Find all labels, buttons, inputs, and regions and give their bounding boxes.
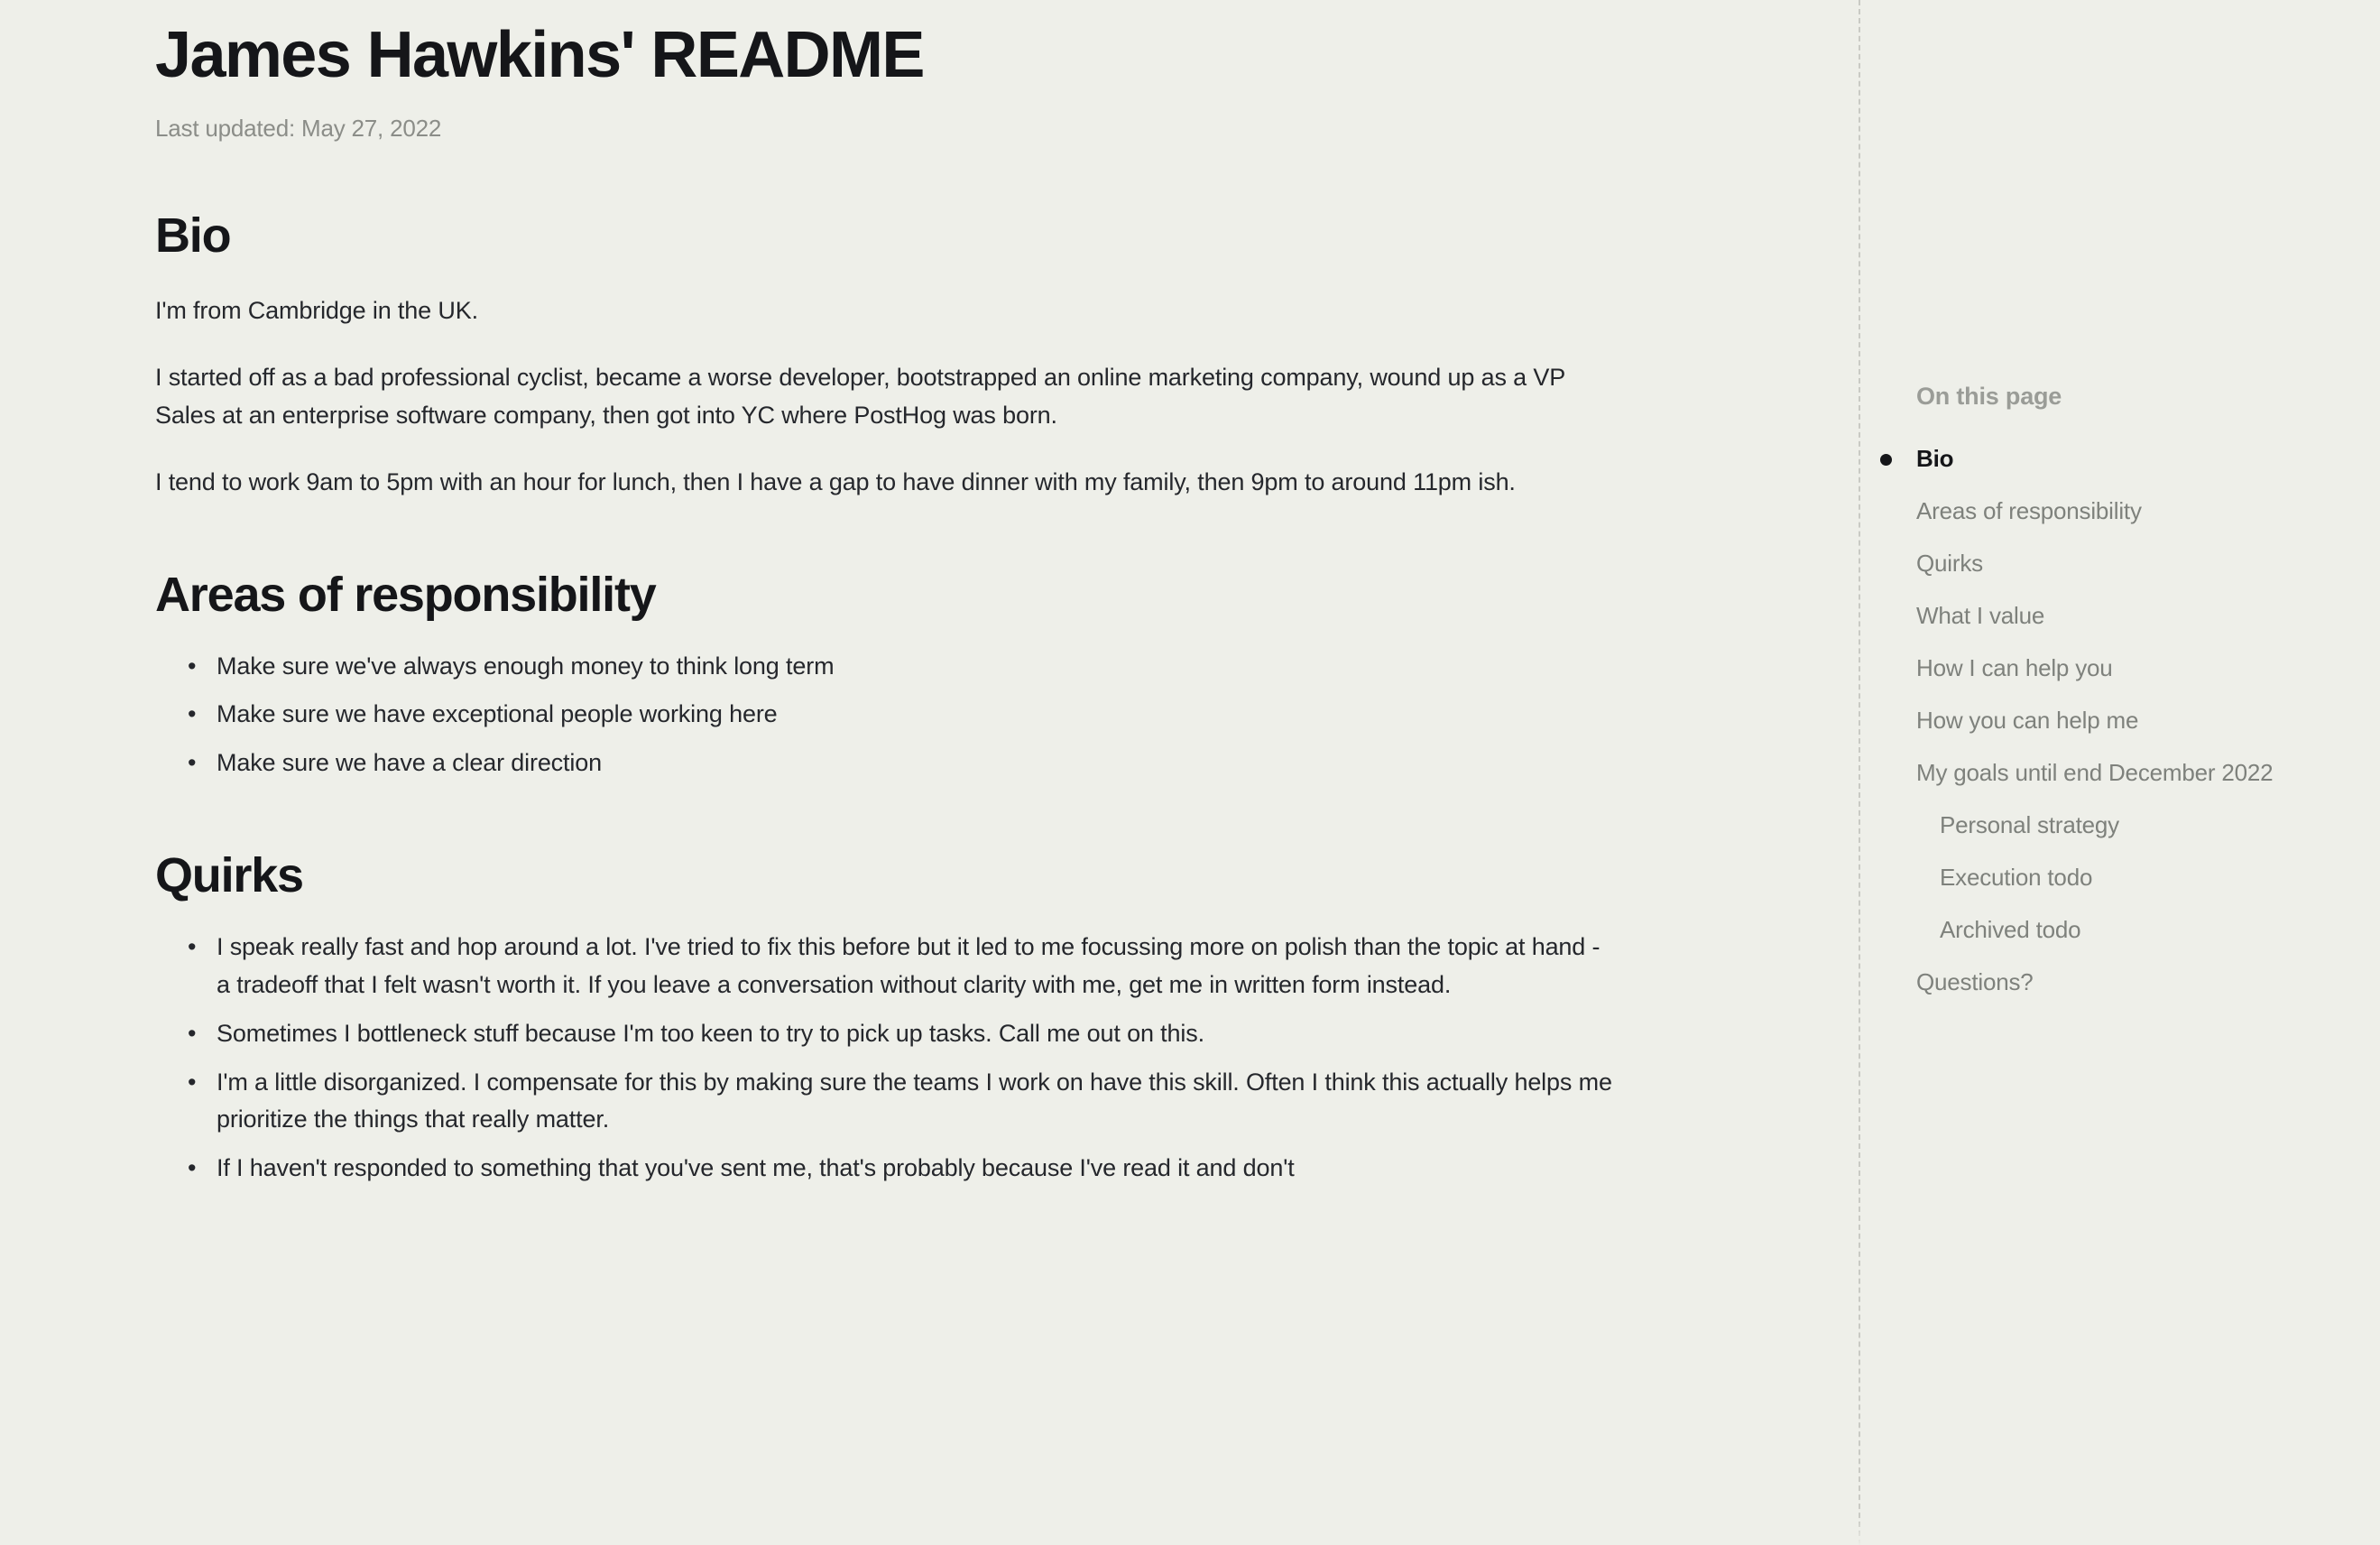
toc-item-label: Execution todo [1940, 864, 2093, 891]
toc-item-label: My goals until end December 2022 [1916, 759, 2274, 786]
bullet-list [155, 929, 1617, 1188]
list-item: • I'm a little disorganized. I compensate for this by making sure the teams I work on have this skill. Often I think this actually helps me prioritize the things that really matter. [217, 1064, 1617, 1140]
toc-item-label: Quirks [1916, 550, 1983, 577]
toc-item-personal-strategy[interactable] [1916, 813, 2380, 865]
toc-item-label: Bio [1916, 445, 1954, 472]
bullet-list [155, 648, 1617, 783]
toc-item-how-you-can-help-me[interactable] [1916, 708, 2380, 761]
toc-item-label: How I can help you [1916, 654, 2113, 681]
last-updated-text: Last updated: May 27, 2022 [155, 115, 442, 143]
toc-item-label: Personal strategy [1940, 811, 2119, 838]
toc-item-label: Areas of responsibility [1916, 497, 2142, 524]
toc-item-quirks[interactable] [1916, 551, 2380, 604]
list-item: • Sometimes I bottleneck stuff because I'm too keen to try to pick up tasks. Call me out on this. [217, 1015, 1617, 1053]
toc-item-my-goals-until-end-december-2022[interactable] [1916, 761, 2380, 813]
toc-item-bio[interactable] [1916, 447, 2380, 499]
paragraph: I'm from Cambridge in the UK. [155, 297, 478, 325]
list-item: • Make sure we have a clear direction [217, 745, 1617, 782]
toc-item-label: How you can help me [1916, 707, 2139, 734]
paragraph: I tend to work 9am to 5pm with an hour for lunch, then I have a gap to have dinner with my family, then 9pm to around 11pm ish. [155, 467, 1516, 495]
section-heading-bio: Bio [155, 208, 231, 264]
active-bullet-icon [1880, 454, 1892, 466]
toc-item-what-i-value[interactable] [1916, 604, 2380, 656]
list-item: • Make sure we have exceptional people working here [217, 696, 1617, 734]
toc-item-how-i-can-help-you[interactable] [1916, 656, 2380, 708]
toc-item-archived-todo[interactable] [1916, 918, 2380, 970]
toc-item-execution-todo[interactable] [1916, 865, 2380, 918]
table-of-contents-panel [1859, 0, 2380, 1545]
toc-item-label: Archived todo [1940, 916, 2081, 943]
section-heading-areas-of-responsibility: Areas of responsibility [155, 567, 656, 622]
toc-item-questions[interactable] [1916, 970, 2380, 994]
toc-title: On this page [1916, 383, 2062, 410]
list-item: • Make sure we've always enough money to think long term [217, 648, 1617, 686]
table-of-contents [1916, 383, 2380, 994]
section-heading-quirks: Quirks [155, 848, 303, 903]
toc-item-areas-of-responsibility[interactable] [1916, 499, 2380, 551]
list-item: • If I haven't responded to something that you've sent me, that's probably because I've read it and don't [217, 1150, 1617, 1188]
toc-item-label: What I value [1916, 602, 2045, 629]
toc-item-label: Questions? [1916, 968, 2034, 995]
paragraph: I started off as a bad professional cyclist, became a worse developer, bootstrapped an online marketing company, wound up as a VP Sales at an enterprise software company, then got into YC where PostHog was born. [155, 364, 1565, 429]
page-title: James Hawkins' README [155, 19, 924, 91]
list-item: • I speak really fast and hop around a lot. I've tried to fix this before but it led to me focussing more on polish than the topic at hand - a tradeoff that I felt wasn't worth it. If you leave a conversation without clarity with me, get me in written form instead. [217, 929, 1617, 1004]
